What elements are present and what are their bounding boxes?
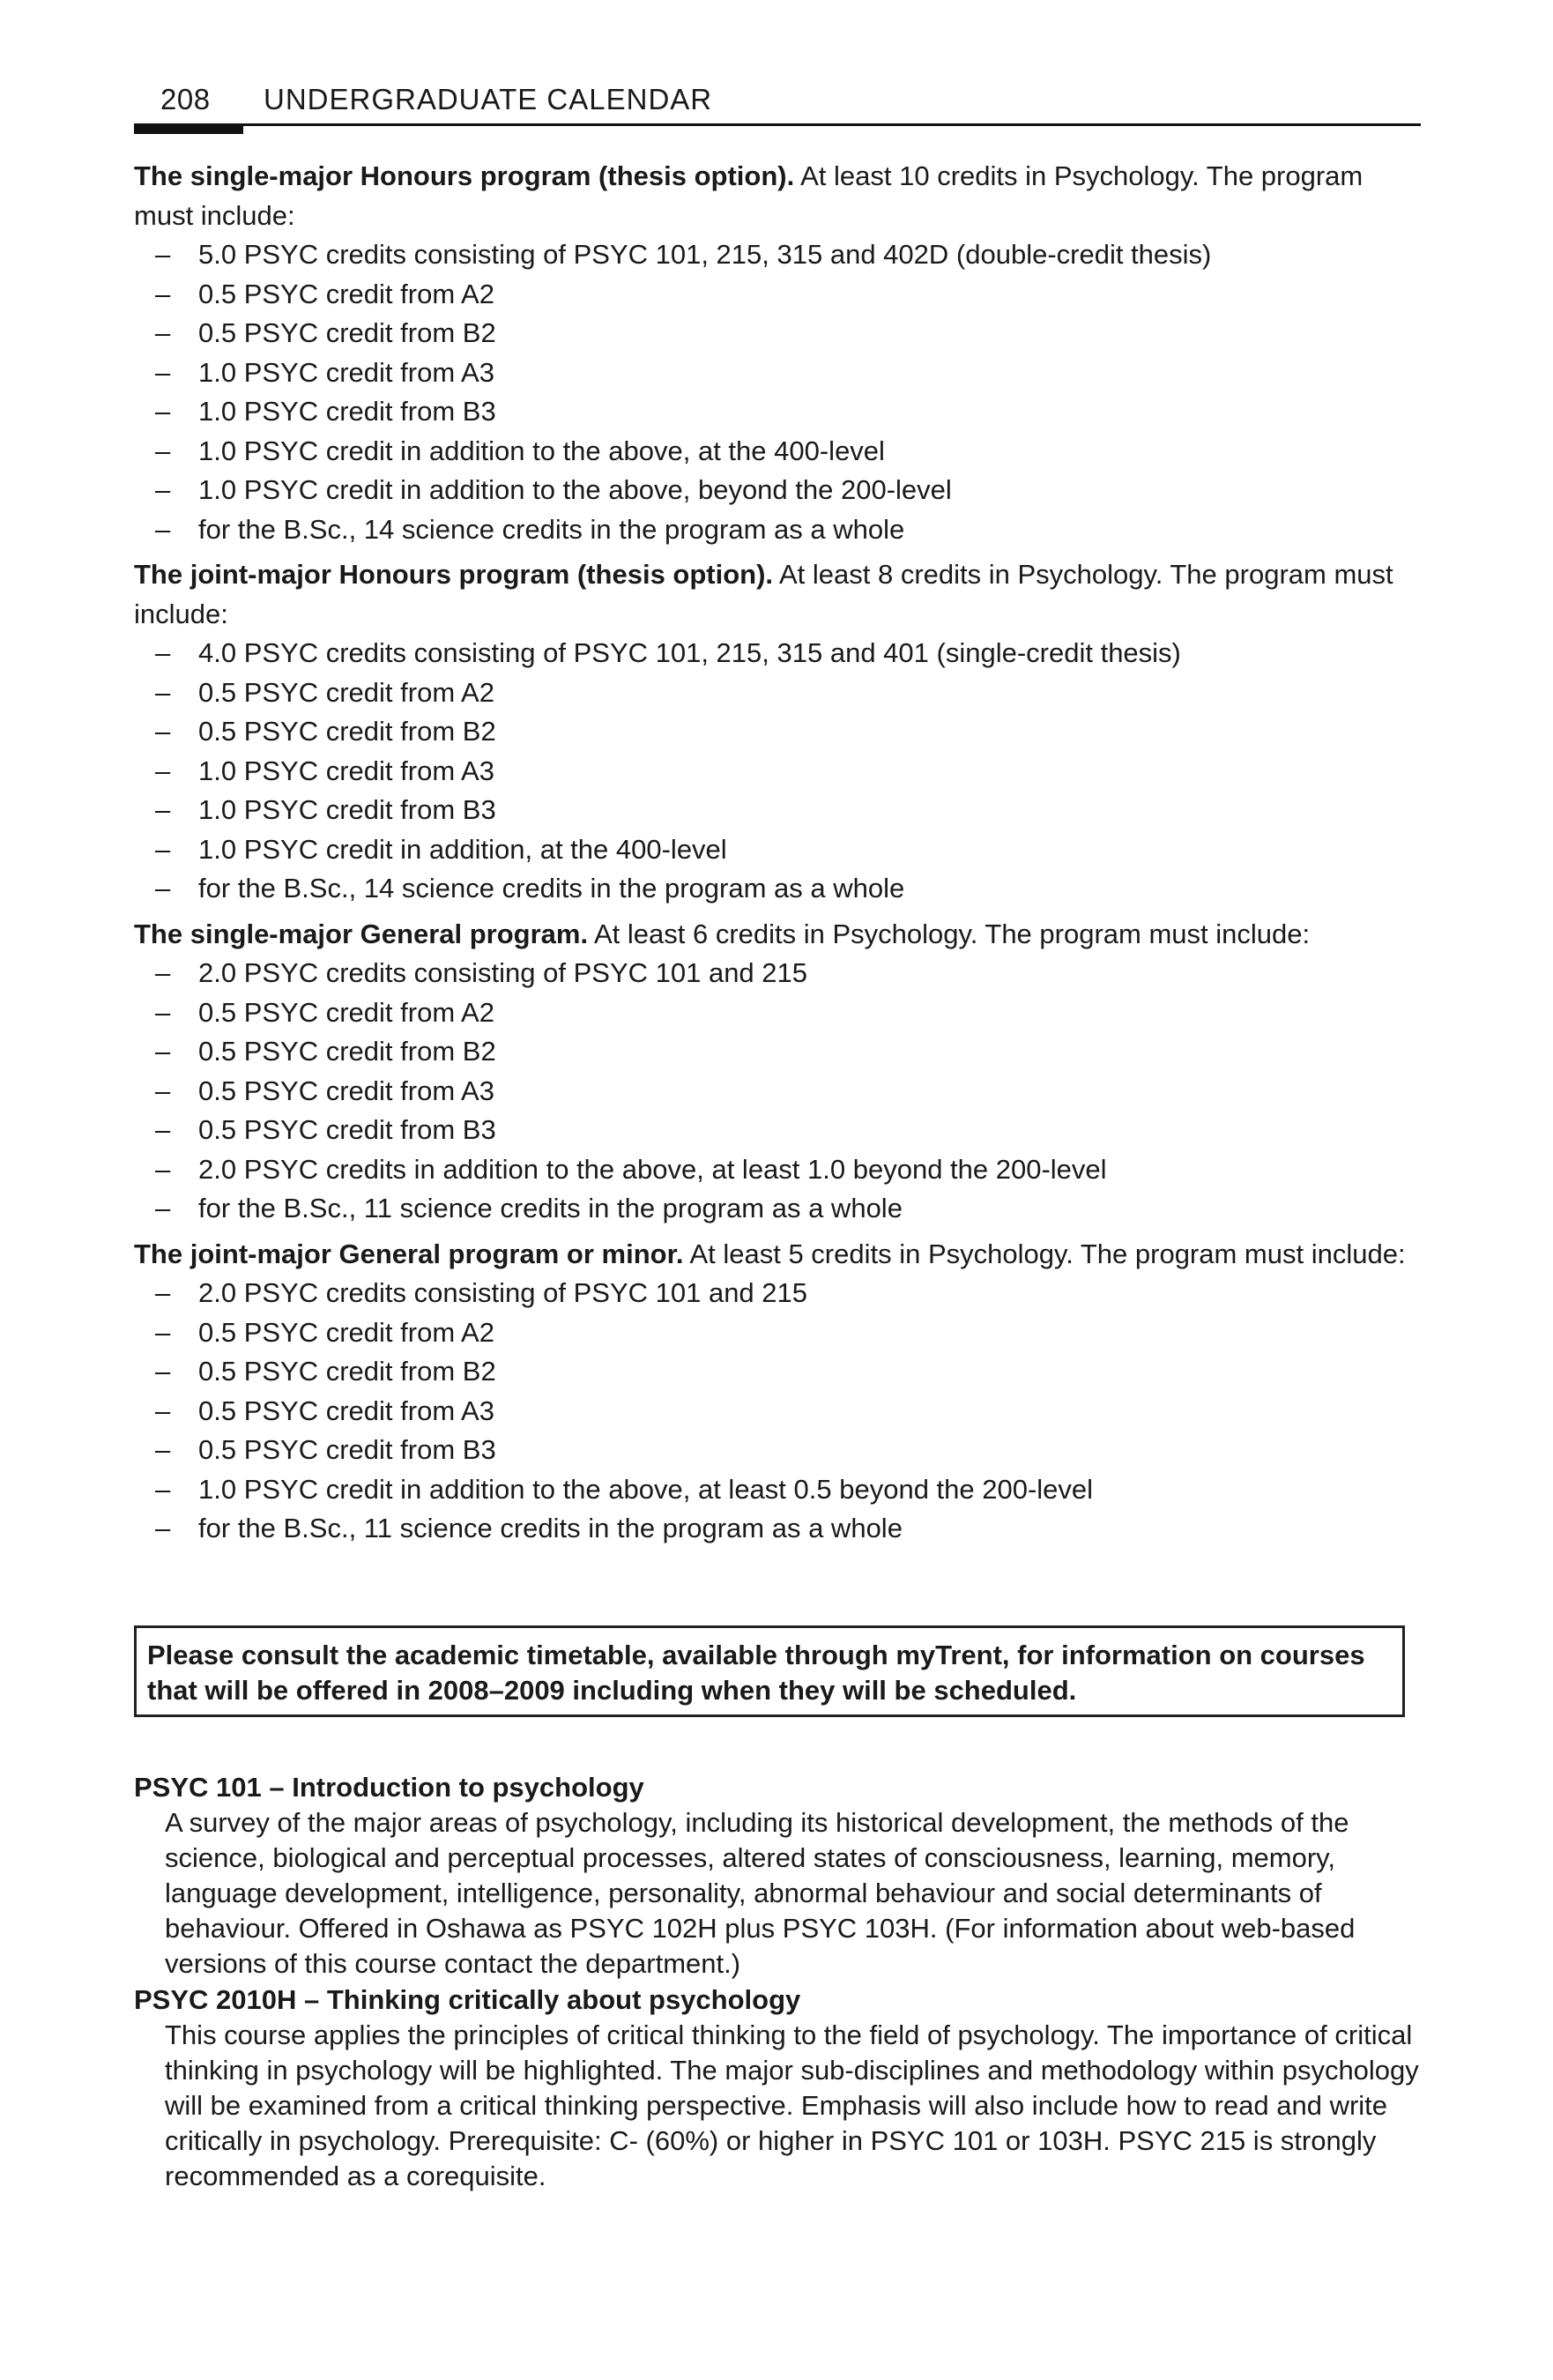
requirement-item bbox=[134, 752, 1421, 792]
timetable-notice bbox=[134, 1625, 1405, 1717]
dash-bullet: – bbox=[155, 755, 171, 786]
requirement-text: 1.0 PSYC credit from A3 bbox=[198, 356, 494, 388]
course-descriptions bbox=[134, 1770, 1421, 2195]
requirement-item bbox=[134, 1072, 1421, 1112]
dash-bullet: – bbox=[155, 239, 171, 270]
requirement-text: 5.0 PSYC credits consisting of PSYC 101, 215, 315 and 402D (double-credit thesis) bbox=[198, 239, 1212, 270]
requirement-item bbox=[134, 712, 1421, 752]
header-tab-bar bbox=[134, 123, 243, 134]
requirement-item bbox=[134, 432, 1421, 472]
requirement-list bbox=[134, 634, 1421, 909]
requirement-item bbox=[134, 869, 1421, 909]
dash-bullet: – bbox=[155, 356, 171, 388]
requirement-item bbox=[134, 353, 1421, 393]
section-intro: At least 8 credits in Psychology. The program must include: bbox=[134, 559, 1393, 629]
course-description: A survey of the major areas of psychology, including its historical development, the methods of the science, biological and perceptual processes, altered states of consciousness, learning, memory, language development, intelligence, personality, abnormal behaviour and social determinants of behaviour. Offered in Oshawa as PSYC 102H plus PSYC 103H. (For information about web-based versions of this course contact the department.) bbox=[165, 1807, 1356, 1979]
requirement-text: 0.5 PSYC credit from B3 bbox=[198, 1114, 496, 1145]
requirement-text: 0.5 PSYC credit from A2 bbox=[198, 996, 494, 1028]
requirement-text: 0.5 PSYC credit from A3 bbox=[198, 1395, 494, 1426]
requirement-item bbox=[134, 1470, 1421, 1510]
dash-bullet: – bbox=[155, 1356, 171, 1387]
section-intro: At least 6 credits in Psychology. The program must include: bbox=[593, 918, 1311, 949]
program-requirements bbox=[134, 157, 1421, 1555]
program-section bbox=[134, 1235, 1421, 1549]
section-title: The joint-major Honours program (thesis option). bbox=[134, 559, 774, 590]
requirement-item bbox=[134, 1352, 1421, 1392]
requirement-item bbox=[134, 634, 1421, 673]
dash-bullet: – bbox=[155, 1513, 171, 1543]
dash-bullet: – bbox=[155, 435, 171, 466]
requirement-item bbox=[134, 1313, 1421, 1353]
requirement-text: 0.5 PSYC credit from B2 bbox=[198, 1356, 496, 1387]
section-heading bbox=[134, 157, 1421, 235]
requirement-text: 1.0 PSYC credit in addition to the above, at the 400-level bbox=[198, 435, 885, 466]
course-title: PSYC 101 – Introduction to psychology bbox=[134, 1772, 644, 1803]
dash-bullet: – bbox=[155, 317, 171, 348]
requirement-text: 0.5 PSYC credit from A2 bbox=[198, 1316, 494, 1348]
courses-container bbox=[134, 1770, 1421, 2194]
dash-bullet: – bbox=[155, 1036, 171, 1067]
requirement-item bbox=[134, 1150, 1421, 1190]
requirement-text: for the B.Sc., 11 science credits in the program as a whole bbox=[198, 1513, 903, 1543]
section-intro: At least 5 credits in Psychology. The program must include: bbox=[689, 1238, 1406, 1269]
requirement-item bbox=[134, 673, 1421, 713]
requirement-text: 0.5 PSYC credit from B2 bbox=[198, 317, 496, 348]
requirement-item bbox=[134, 1189, 1421, 1229]
requirement-text: 0.5 PSYC credit from B2 bbox=[198, 1036, 496, 1067]
requirement-text: for the B.Sc., 14 science credits in the program as a whole bbox=[198, 873, 905, 904]
requirement-text: 1.0 PSYC credit from B3 bbox=[198, 396, 496, 427]
requirement-list bbox=[134, 954, 1421, 1229]
requirement-item bbox=[134, 314, 1421, 353]
dash-bullet: – bbox=[155, 1434, 171, 1465]
requirement-text: 0.5 PSYC credit from A2 bbox=[198, 278, 494, 309]
requirement-text: 1.0 PSYC credit in addition, at the 400-level bbox=[198, 833, 727, 865]
dash-bullet: – bbox=[155, 1395, 171, 1426]
requirement-item bbox=[134, 392, 1421, 432]
requirement-item bbox=[134, 954, 1421, 993]
course-entry bbox=[134, 1770, 1421, 1982]
dash-bullet: – bbox=[155, 996, 171, 1028]
requirement-text: 0.5 PSYC credit from B3 bbox=[198, 1434, 496, 1465]
dash-bullet: – bbox=[155, 676, 171, 708]
course-title: PSYC 2010H – Thinking critically about psychology bbox=[134, 1984, 801, 2015]
running-header bbox=[134, 79, 1421, 127]
requirement-text: 0.5 PSYC credit from B2 bbox=[198, 716, 496, 747]
dash-bullet: – bbox=[155, 873, 171, 904]
dash-bullet: – bbox=[155, 1114, 171, 1145]
requirement-item bbox=[134, 1431, 1421, 1470]
header-rule bbox=[134, 123, 1421, 126]
dash-bullet: – bbox=[155, 474, 171, 505]
requirement-list bbox=[134, 1274, 1421, 1549]
requirement-text: 1.0 PSYC credit in addition to the above, at least 0.5 beyond the 200-level bbox=[198, 1473, 1094, 1505]
dash-bullet: – bbox=[155, 1075, 171, 1106]
requirement-text: for the B.Sc., 11 science credits in the program as a whole bbox=[198, 1193, 903, 1223]
requirement-item bbox=[134, 1032, 1421, 1072]
requirement-item bbox=[134, 1509, 1421, 1549]
requirement-text: 1.0 PSYC credit in addition to the above, beyond the 200-level bbox=[198, 474, 952, 505]
requirement-text: 0.5 PSYC credit from A3 bbox=[198, 1075, 494, 1106]
program-section bbox=[134, 157, 1421, 549]
requirement-item bbox=[134, 1111, 1421, 1150]
requirement-item bbox=[134, 1274, 1421, 1313]
dash-bullet: – bbox=[155, 1153, 171, 1185]
requirement-item bbox=[134, 1392, 1421, 1432]
requirement-item bbox=[134, 275, 1421, 315]
requirement-text: 2.0 PSYC credits consisting of PSYC 101 and 215 bbox=[198, 957, 808, 988]
dash-bullet: – bbox=[155, 833, 171, 865]
dash-bullet: – bbox=[155, 1193, 171, 1223]
sections-container bbox=[134, 157, 1421, 1549]
dash-bullet: – bbox=[155, 278, 171, 309]
notice-text: Please consult the academic timetable, available through myTrent, for information on courses that will be offered in 2008–2009 including when they will be scheduled. bbox=[147, 1640, 1365, 1706]
program-section bbox=[134, 555, 1421, 909]
requirement-text: 0.5 PSYC credit from A2 bbox=[198, 676, 494, 708]
dash-bullet: – bbox=[155, 1277, 171, 1308]
page-number: 208 bbox=[160, 83, 211, 115]
dash-bullet: – bbox=[155, 957, 171, 988]
program-section bbox=[134, 915, 1421, 1229]
requirement-text: 1.0 PSYC credit from B3 bbox=[198, 794, 496, 825]
dash-bullet: – bbox=[155, 794, 171, 825]
section-title: The single-major Honours program (thesis option). bbox=[134, 160, 795, 191]
requirement-item bbox=[134, 510, 1421, 550]
requirement-item bbox=[134, 471, 1421, 510]
calendar-title: UNDERGRADUATE CALENDAR bbox=[264, 83, 713, 115]
requirement-item bbox=[134, 993, 1421, 1033]
dash-bullet: – bbox=[155, 396, 171, 427]
requirement-item bbox=[134, 791, 1421, 830]
dash-bullet: – bbox=[155, 1473, 171, 1505]
course-entry bbox=[134, 1982, 1421, 2194]
dash-bullet: – bbox=[155, 637, 171, 668]
requirement-text: 2.0 PSYC credits consisting of PSYC 101 and 215 bbox=[198, 1277, 808, 1308]
requirement-list bbox=[134, 235, 1421, 549]
requirement-item bbox=[134, 235, 1421, 275]
requirement-text: for the B.Sc., 14 science credits in the program as a whole bbox=[198, 513, 905, 545]
dash-bullet: – bbox=[155, 513, 171, 545]
section-title: The joint-major General program or minor. bbox=[134, 1238, 684, 1269]
requirement-item bbox=[134, 830, 1421, 870]
requirement-text: 4.0 PSYC credits consisting of PSYC 101, 215, 315 and 401 (single-credit thesis) bbox=[198, 637, 1181, 668]
requirement-text: 2.0 PSYC credits in addition to the above, at least 1.0 beyond the 200-level bbox=[198, 1153, 1107, 1185]
dash-bullet: – bbox=[155, 716, 171, 747]
section-intro: At least 10 credits in Psychology. The program must include: bbox=[134, 160, 1364, 231]
section-heading bbox=[134, 1235, 1421, 1275]
course-description: This course applies the principles of critical thinking to the field of psychology. The importance of critical thinking in psychology will be highlighted. The major sub-disciplines and methodology within psychology will be examined from a critical thinking perspective. Emphasis will also include how to read and write critically in psychology. Prerequisite: C- (60%) or higher in PSYC 101 or 103H. PSYC 215 is strongly recommended as a corequisite. bbox=[165, 2019, 1419, 2191]
requirement-text: 1.0 PSYC credit from A3 bbox=[198, 755, 494, 786]
section-heading bbox=[134, 915, 1421, 955]
section-title: The single-major General program. bbox=[134, 918, 589, 949]
dash-bullet: – bbox=[155, 1316, 171, 1348]
section-heading bbox=[134, 555, 1421, 634]
